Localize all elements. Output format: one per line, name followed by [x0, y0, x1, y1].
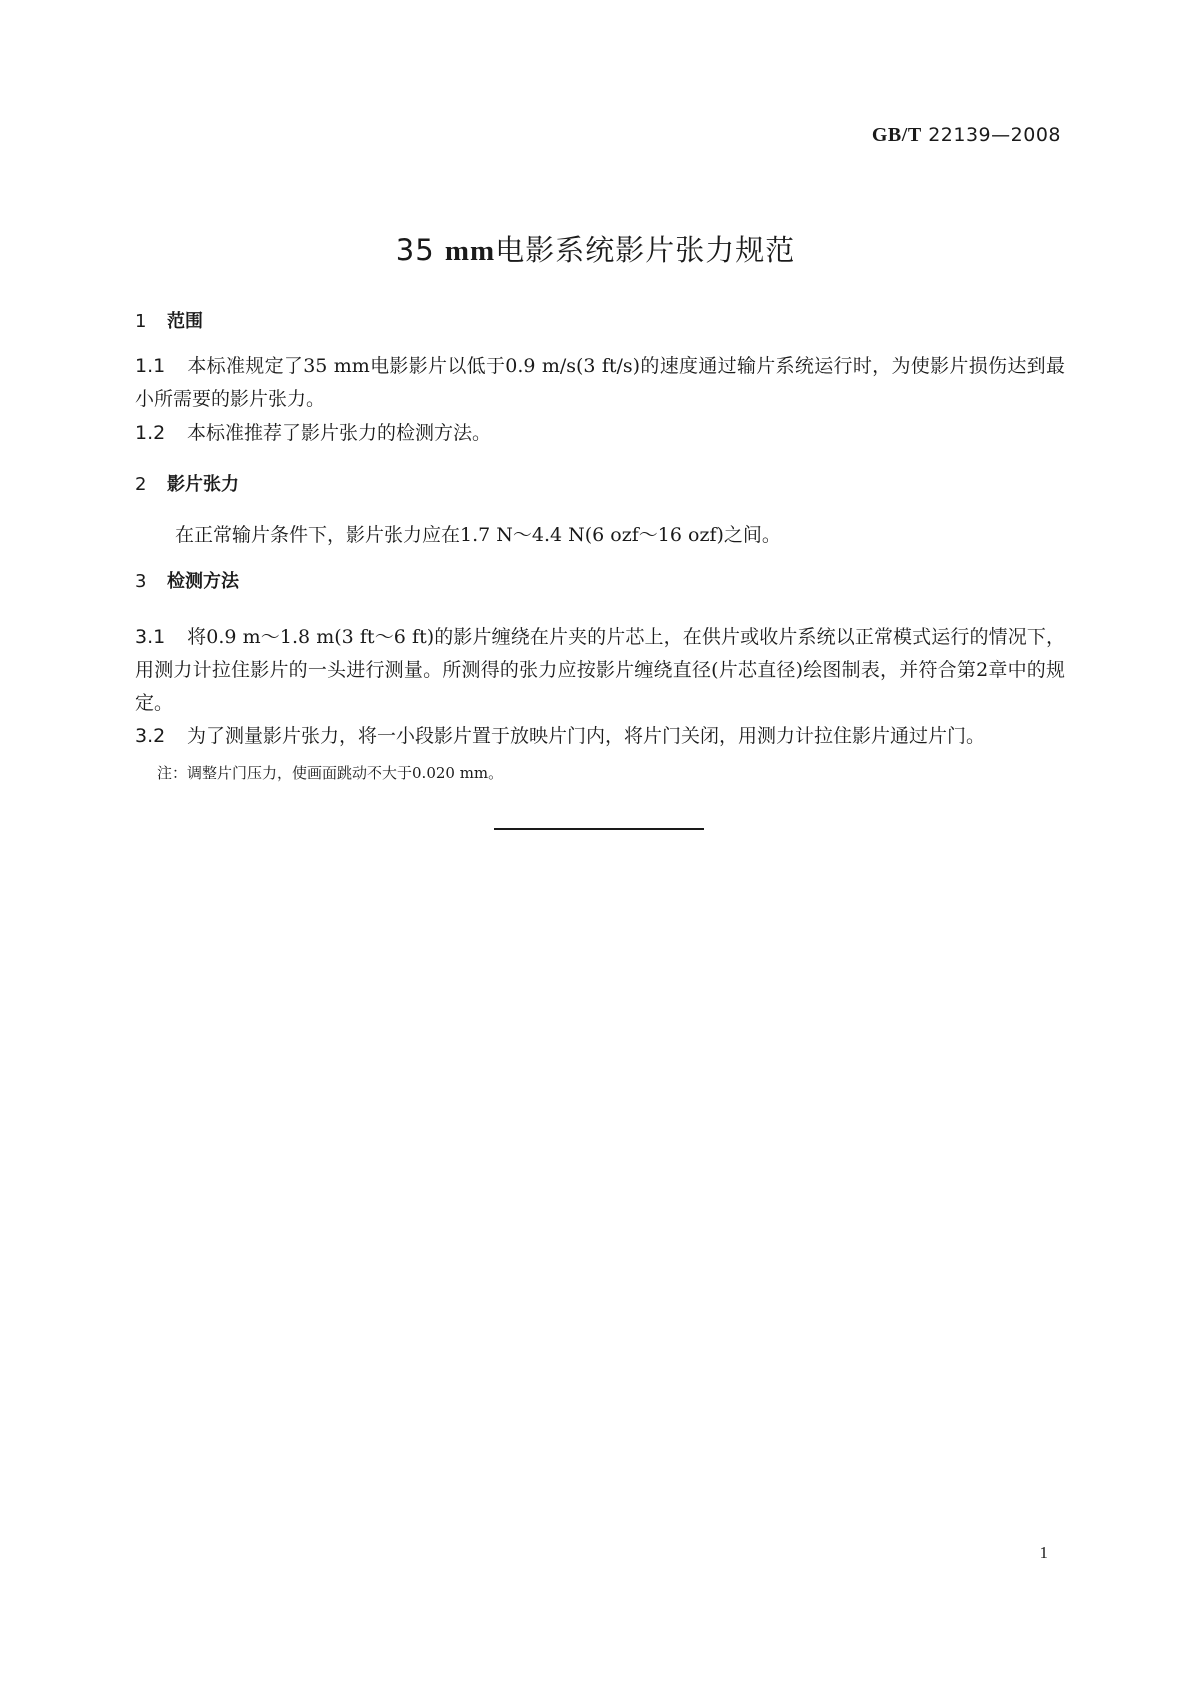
- clause-3-1: [135, 621, 1065, 720]
- section-title: 检测方法: [167, 571, 239, 592]
- note: 注：调整片门压力，使画面跳动不大于0.020 mm。: [157, 764, 504, 782]
- clause-1-2: [135, 417, 1065, 450]
- standard-prefix: GB/T: [871, 124, 922, 146]
- title-text: 电影系统影片张力规范: [495, 233, 796, 267]
- clause-3-2: [135, 720, 1065, 753]
- document-title: [0, 228, 1191, 269]
- section-heading-2: [135, 470, 239, 496]
- section-number: 2: [135, 474, 147, 495]
- clause-1-1: [135, 350, 1065, 416]
- section-title: 影片张力: [167, 474, 239, 495]
- clause-number: 3.2: [135, 725, 166, 747]
- clause-text: 为了测量影片张力，将一小段影片置于放映片门内，将片门关闭，用测力计拉住影片通过片门。: [187, 725, 986, 747]
- standard-code: [872, 124, 1061, 147]
- end-divider: [494, 828, 704, 830]
- clause-text: 将0.9 m～1.8 m(3 ft～6 ft)的影片缠绕在片夹的片芯上，在供片或收片系统以正常模式运行的情况下，用测力计拉住影片的一头进行测量。所测得的张力应按影片缠绕直径(片芯直径)绘图制表，并符合第2章中的规定。: [135, 626, 1065, 714]
- clause-number: 1.1: [135, 355, 166, 377]
- section-number: 3: [135, 571, 147, 592]
- title-unit: mm: [444, 235, 496, 267]
- title-prefix: 35: [395, 233, 435, 267]
- section-2-body: 在正常输片条件下，影片张力应在1.7 N～4.4 N(6 ozf～16 ozf)之间。: [175, 524, 781, 546]
- section-number: 1: [135, 311, 147, 332]
- clause-text: 本标准规定了35 mm电影影片以低于0.9 m/s(3 ft/s)的速度通过输片系统运行时，为使影片损伤达到最小所需要的影片张力。: [135, 355, 1065, 410]
- page-number: 1: [1039, 1543, 1048, 1562]
- section-heading-3: [135, 567, 239, 593]
- clause-number: 1.2: [135, 422, 166, 444]
- section-title: 范围: [167, 311, 203, 332]
- standard-number: 22139—2008: [928, 124, 1061, 146]
- clause-text: 本标准推荐了影片张力的检测方法。: [187, 422, 492, 444]
- clause-number: 3.1: [135, 626, 166, 648]
- section-heading-1: [135, 307, 203, 333]
